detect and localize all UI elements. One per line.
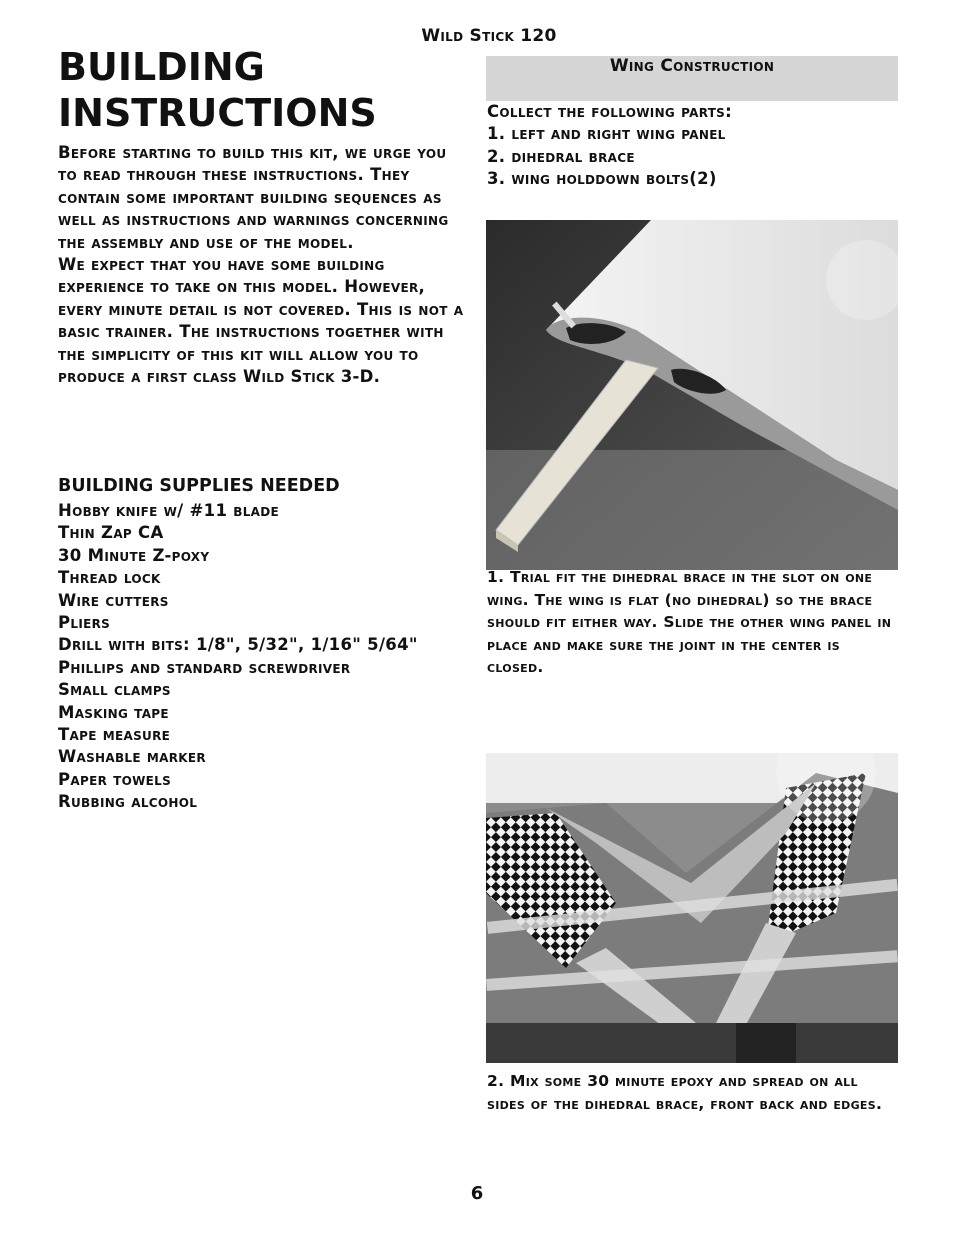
supply-item: Masking tape [58, 702, 169, 722]
wing-brace-photo [486, 220, 898, 570]
supply-item: Tape measure [58, 725, 171, 745]
part-item: 2. dihedral brace [487, 146, 635, 166]
parts-intro: Collect the following parts: [487, 102, 733, 121]
supply-item: Washable marker [58, 747, 206, 767]
step-2-caption: 2. Mix some 30 minute epoxy and spread on all sides of the dihedral brace, front back and edges. [487, 1072, 883, 1113]
intro-text [58, 142, 470, 388]
supply-item: 30 Minute Z-poxy [58, 545, 210, 565]
supply-item: Thread lock [58, 568, 161, 588]
supply-item: Drill with bits: 1/8", 5/32", 1/16" 5/64" [58, 635, 418, 655]
section-title: Wing Construction [609, 56, 775, 76]
page-title: BUILDING INSTRUCTIONS [58, 45, 377, 135]
step-1-caption: 1. Trial fit the dihedral brace in the slot on one wing. The wing is flat (no dihedral) so the brace should fit either way. Slide the other wing panel in place and make sure the joint in the center is closed. [487, 568, 892, 677]
wing-brace-illustration [486, 220, 898, 570]
supply-item: Small clamps [58, 680, 171, 700]
supply-item: Rubbing alcohol [58, 792, 198, 812]
parts-list [487, 101, 907, 191]
supply-item: Pliers [58, 613, 111, 633]
header-title: Wild Stick 120 [421, 26, 557, 46]
supply-item: Thin Zap CA [58, 523, 164, 543]
supply-item: Wire cutters [58, 590, 169, 610]
supply-item: Hobby knife w/ #11 blade [58, 501, 280, 520]
wing-center-illustration [486, 753, 898, 1063]
part-item: 3. wing holddown bolts(2) [487, 169, 717, 189]
intro-paragraph-1: Before starting to build this kit, we urge you to read through these instructions. They contain some important building sequences as well as instructions and warnings concerning the assembly and use of the model. [58, 143, 449, 252]
supply-item: Phillips and standard screwdriver [58, 657, 351, 677]
wing-center-photo [486, 753, 898, 1063]
page-number: 6 [470, 1183, 484, 1204]
supplies-heading: BUILDING SUPPLIES NEEDED [58, 476, 340, 496]
supply-item: Paper towels [58, 769, 172, 789]
intro-paragraph-2: We expect that you have some building experience to take on this model. However, every minute detail is not covered. This is not a basic trainer. The instructions together with the simplicity of this kit will allow you to produce a first class Wild Stick 3-D. [58, 255, 464, 387]
part-item: 1. left and right wing panel [487, 124, 726, 144]
supplies-list [58, 500, 470, 814]
section-header-band [486, 56, 898, 101]
